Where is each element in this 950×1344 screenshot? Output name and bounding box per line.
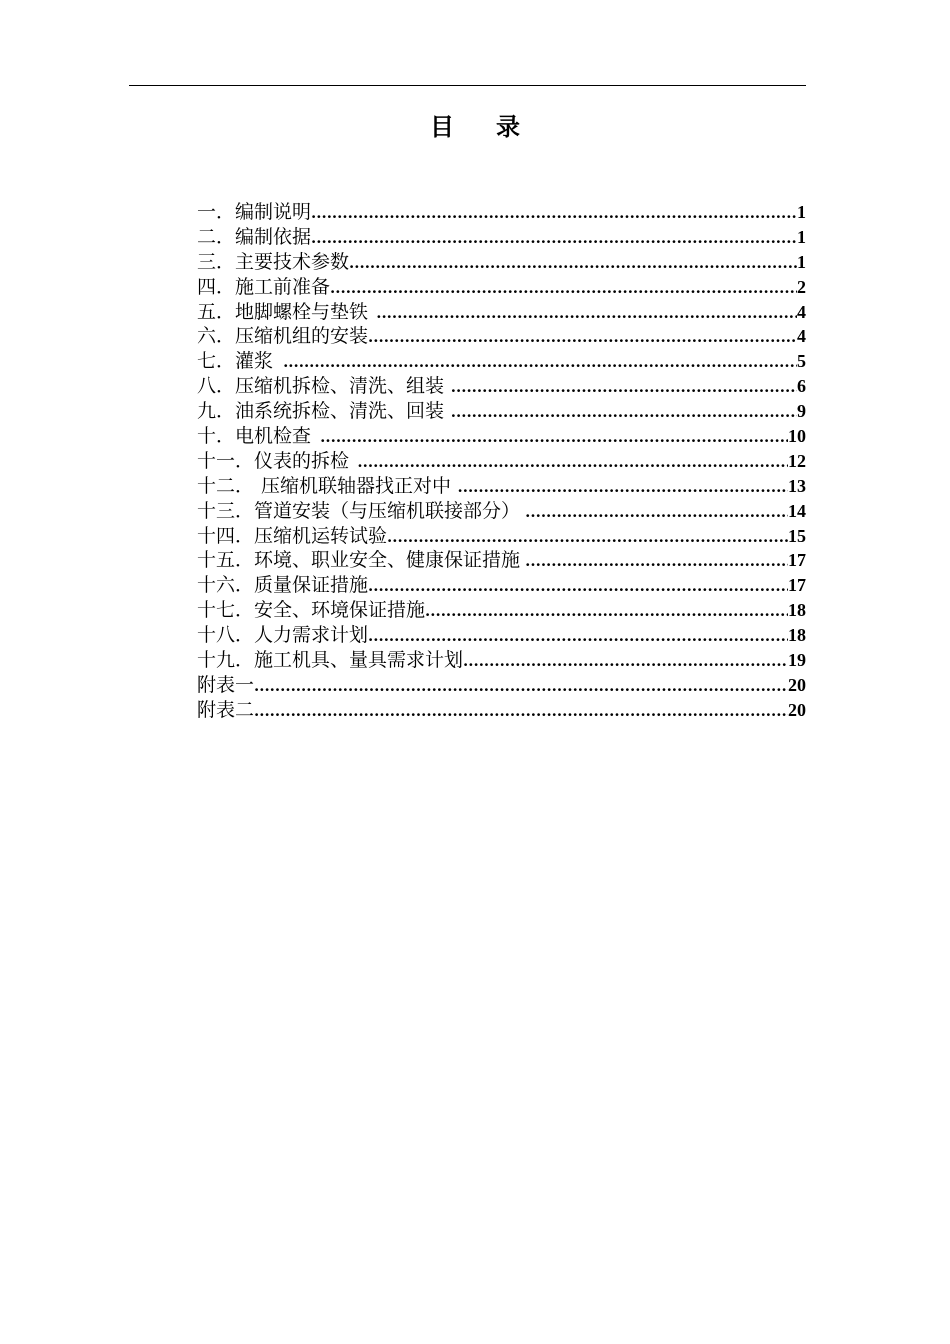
toc-entry-number: 十二． [197, 474, 255, 497]
toc-entry-number: 十七． [197, 599, 255, 622]
toc-entry-leader-dots [458, 475, 788, 500]
toc-entry-title: 仪表的拆检 [254, 449, 350, 472]
toc-entry-page-number: 1 [797, 251, 806, 272]
toc-entry[interactable] [197, 275, 806, 300]
toc-entry-title: 压缩机拆检、清洗、组装 [235, 375, 445, 398]
toc-entry-number: 十四． [197, 524, 255, 547]
toc-entry-number: 十五． [197, 549, 255, 572]
toc-entry-leader-dots [463, 649, 788, 674]
toc-entry[interactable] [197, 374, 806, 399]
toc-entry[interactable] [197, 623, 806, 648]
toc-entry[interactable] [197, 499, 806, 524]
toc-entry-title: 压缩机组的安装 [235, 325, 369, 348]
toc-entry[interactable] [197, 648, 806, 673]
toc-entry-leader-dots [525, 549, 788, 574]
toc-entry-number: 十九． [197, 649, 255, 672]
toc-entry-leader-dots [525, 500, 788, 525]
toc-entry[interactable] [197, 424, 806, 449]
toc-entry[interactable] [197, 349, 806, 374]
toc-entry-leader-dots [376, 301, 797, 326]
toc-entry-leader-dots [368, 574, 788, 599]
toc-entry-title: 压缩机运转试验 [254, 524, 388, 547]
table-of-contents [197, 200, 806, 723]
toc-entry-title: 油系统拆检、清洗、回装 [235, 400, 445, 423]
toc-entry-number: 七． [197, 350, 236, 373]
toc-entry[interactable] [197, 474, 806, 499]
toc-entry-number: 十一． [197, 449, 255, 472]
page-title [0, 112, 950, 142]
toc-entry-page-number: 12 [788, 450, 806, 471]
toc-entry-page-number: 1 [797, 202, 806, 222]
toc-entry-title: 压缩机联轴器找正对中 [261, 474, 452, 497]
toc-entry-title: 编制依据 [235, 225, 312, 248]
toc-entry-number: 十． [197, 425, 236, 448]
toc-entry-number: 十三． [197, 499, 255, 522]
toc-entry-page-number: 14 [788, 500, 806, 521]
toc-entry-number: 一． [197, 201, 236, 223]
toc-entry-number: 九． [197, 400, 236, 423]
toc-entry-leader-dots [349, 251, 797, 276]
toc-entry-title: 安全、环境保证措施 [254, 599, 426, 622]
toc-entry-number: 五． [197, 300, 236, 323]
toc-entry-page-number: 5 [797, 351, 806, 372]
toc-entry-page-number: 18 [788, 600, 806, 621]
toc-entry-title: 人力需求计划 [254, 624, 369, 647]
toc-entry[interactable] [197, 548, 806, 573]
toc-entry-number: 十八． [197, 624, 255, 647]
toc-entry-page-number: 17 [788, 575, 806, 596]
header-rule [129, 85, 806, 86]
toc-entry-page-number: 18 [788, 625, 806, 646]
toc-entry[interactable] [197, 673, 806, 698]
toc-entry-title: 附表一 [197, 673, 255, 696]
toc-entry-leader-dots [451, 375, 797, 400]
toc-entry-leader-dots [387, 525, 788, 550]
toc-entry-page-number: 4 [797, 301, 806, 322]
toc-entry-leader-dots [311, 226, 797, 251]
toc-entry-number: 三． [197, 250, 236, 273]
toc-entry-leader-dots [425, 599, 788, 624]
toc-entry[interactable] [197, 573, 806, 598]
title-char-1: 目 [430, 112, 454, 141]
toc-entry-leader-dots [283, 350, 797, 375]
toc-entry[interactable] [197, 399, 806, 424]
toc-entry-leader-dots [357, 450, 788, 475]
toc-entry-leader-dots [320, 425, 788, 450]
toc-entry-title: 施工前准备 [235, 275, 331, 298]
toc-entry-page-number: 13 [788, 475, 806, 496]
toc-entry-number: 四． [197, 275, 236, 298]
toc-entry-title: 地脚螺栓与垫铁 [235, 300, 369, 323]
toc-entry-title: 管道安装（与压缩机联接部分） [254, 499, 521, 522]
toc-entry-number: 六． [197, 325, 236, 348]
toc-entry-page-number: 1 [797, 226, 806, 247]
toc-entry[interactable] [197, 225, 806, 250]
title-char-2: 录 [496, 112, 520, 141]
toc-entry-title: 电机检查 [235, 425, 312, 448]
toc-entry-page-number: 15 [788, 525, 806, 546]
toc-entry[interactable] [197, 698, 806, 723]
toc-entry[interactable] [197, 449, 806, 474]
toc-entry-title: 灌浆 [235, 350, 274, 373]
toc-entry-title: 施工机具、量具需求计划 [254, 649, 464, 672]
toc-entry-leader-dots [254, 674, 788, 699]
toc-entry-page-number: 10 [788, 426, 806, 447]
toc-entry-page-number: 6 [797, 376, 806, 397]
toc-entry-page-number: 17 [788, 550, 806, 571]
toc-entry-page-number: 4 [797, 326, 806, 347]
toc-entry[interactable] [197, 200, 806, 225]
toc-entry-leader-dots [368, 624, 788, 649]
toc-entry-leader-dots [330, 276, 797, 301]
toc-entry-title: 主要技术参数 [235, 250, 350, 273]
toc-entry[interactable] [197, 524, 806, 549]
toc-entry[interactable] [197, 598, 806, 623]
toc-entry-number: 十六． [197, 574, 255, 597]
toc-entry-page-number: 19 [788, 650, 806, 671]
toc-entry-number: 二． [197, 225, 236, 248]
toc-entry-page-number: 9 [797, 401, 806, 422]
toc-entry-leader-dots [451, 400, 797, 425]
toc-entry-title: 环境、职业安全、健康保证措施 [254, 549, 521, 572]
toc-entry-title: 附表二 [197, 698, 255, 721]
toc-entry-leader-dots [254, 699, 788, 724]
toc-entry-page-number: 20 [788, 699, 806, 720]
toc-entry-page-number: 20 [788, 674, 806, 695]
toc-entry-leader-dots [368, 325, 797, 350]
toc-entry[interactable] [197, 300, 806, 325]
toc-entry-leader-dots [311, 201, 797, 226]
toc-entry-page-number: 2 [797, 276, 806, 297]
toc-entry-number: 八． [197, 375, 236, 398]
toc-entry[interactable] [197, 324, 806, 349]
toc-entry-title: 质量保证措施 [254, 574, 369, 597]
toc-entry-title: 编制说明 [235, 201, 312, 223]
toc-entry[interactable] [197, 250, 806, 275]
